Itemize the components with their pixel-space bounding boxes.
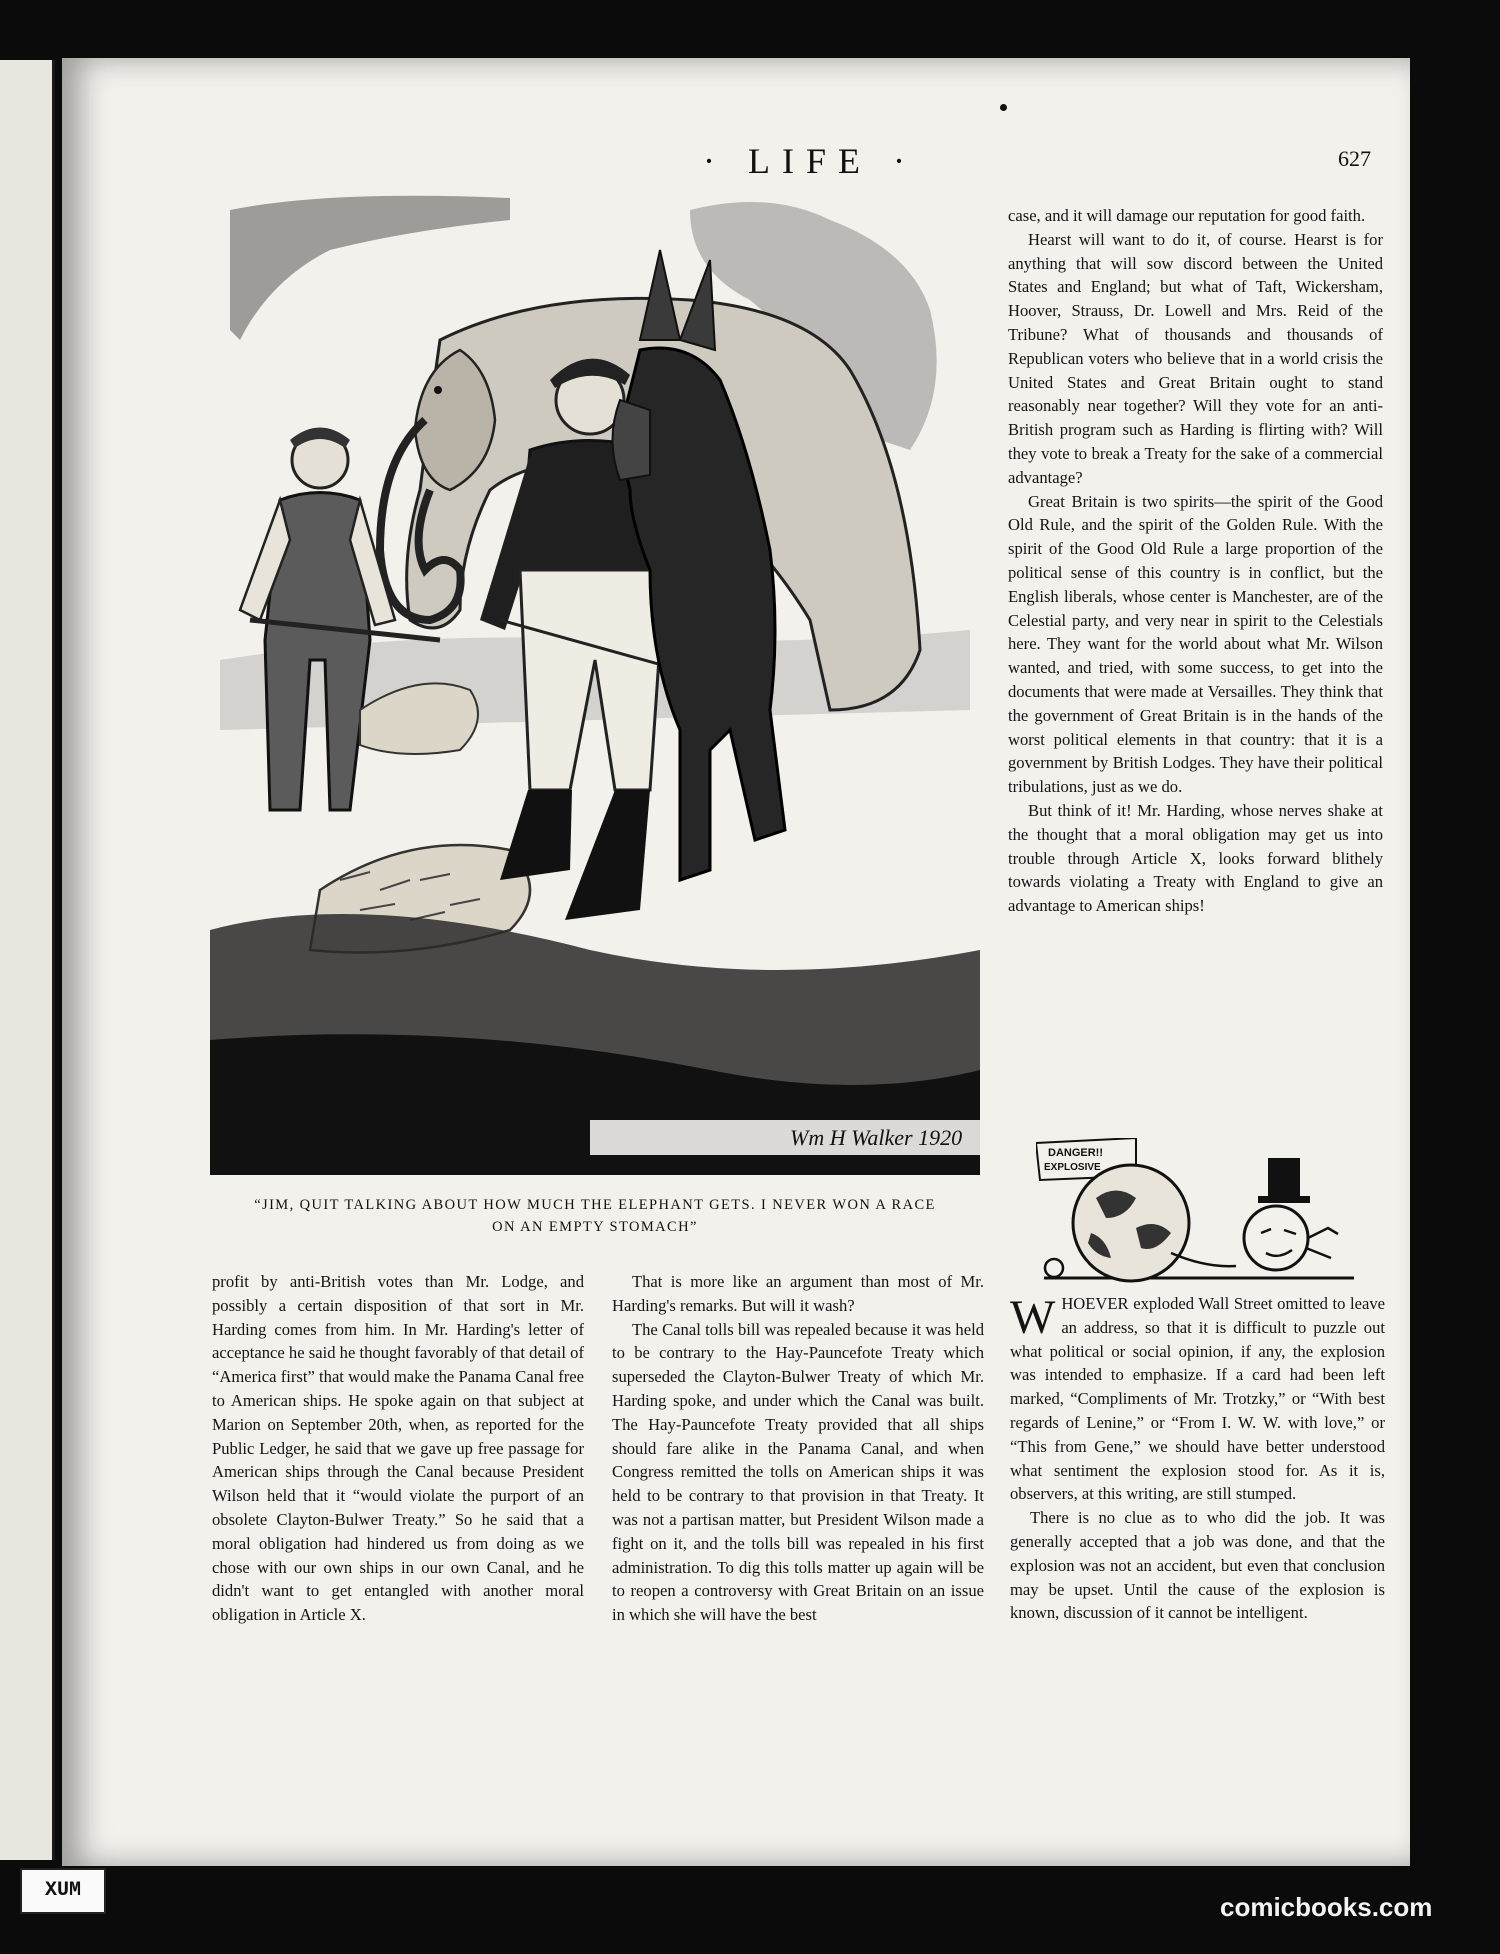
paragraph: Great Britain is two spirits—the spirit of the Good Old Rule, and the spirit of the Golden Rule. With the spirit of the Good Old Rule a large proportion of the political sense of this country is in conflict, but the English liberals, whose center is Manchester, are of the Celestial party, and very near in spirit to the Celestials here. They want for the world about what Mr. Wilson wanted, and tried, with some success, to get into the documents that were made at Versailles. They think that the government of Great Britain is in the hands of the worst political elements in that country: that it is a government by British Lodges. They have their political tribulations, just as we do. xyxy=(1008,491,1383,797)
dropcap-letter: W xyxy=(1010,1291,1056,1344)
explosion-vignette-illustration xyxy=(1036,1138,1358,1283)
cartoon-drawing xyxy=(210,190,980,1175)
page-dot-mark xyxy=(1000,104,1007,111)
paragraph-with-dropcap xyxy=(1010,1292,1385,1506)
scan-tag-label: XUM xyxy=(20,1868,106,1914)
paragraph: That is more like an argument than most of Mr. Harding's remarks. But will it wash? xyxy=(612,1272,984,1315)
page-number: 627 xyxy=(1338,146,1371,171)
facing-page-edge xyxy=(0,60,55,1860)
vignette-drawing xyxy=(1036,1138,1358,1283)
article-column-2 xyxy=(612,1270,984,1627)
paragraph: case, and it will damage our reputation for good faith. xyxy=(1008,206,1366,225)
sign-line-1: DANGER!! xyxy=(1048,1147,1103,1159)
paragraph: Hearst will want to do it, of course. Hearst is for anything that will sow discord between the United States and England; but what of Taft, Wickersham, Hoover, Strauss, Dr. Lowell and Mrs. Reid of the Tribune? What of thousands and thousands of Republican voters who believe that in a world crisis the United States and Great Britain ought to stand reasonably near together? Will they vote for an anti-British program such as Harding is flirting with? Will they vote to break a Treaty for the sake of a commercial advantage? xyxy=(1008,229,1383,487)
paragraph: But think of it! Mr. Harding, whose nerves shake at the thought that a moral obligation may get us into trouble through Article X, looks forward blithely towards violating a Treaty with England to give an advantage to American ships! xyxy=(1008,800,1383,916)
article-column-right-top xyxy=(1008,204,1383,918)
cartoon-signature: Wm H Walker 1920 xyxy=(790,1125,963,1150)
paragraph: profit by anti-British votes than Mr. Lodge, and possibly a certain disposition of that sort in Mr. Harding comes from him. In Mr. Harding's letter of acceptance he said he thought favorably of that detail of “America first” that would make the Panama Canal free to American ships. He spoke again on that subject at Marion on September 20th, when, as reported for the Public Ledger, he said that we gave up free passage for American ships through the Canal because President Wilson held that it “would violate the purport of an obsolete Clayton-Bulwer Treaty.” So he said that a moral obligation had hindered us from doing as we chose with our own ships in our own Canal, and he didn't want to get entangled with another moral obligation in Article X. xyxy=(212,1272,584,1625)
article-column-3 xyxy=(1010,1292,1385,1625)
paragraph: There is no clue as to who did the job. It was generally accepted that a job was done, and that the explosion was not an accident, but even that conclusion may be upset. Until the cause of the explosion is known, discussion of it cannot be intelligent. xyxy=(1010,1508,1385,1623)
donkey-muzzle xyxy=(613,400,651,480)
article-column-1 xyxy=(212,1270,584,1627)
sign-line-2: EXPLOSIVE xyxy=(1044,1162,1101,1173)
watermark-text: comicbooks.com xyxy=(1220,1892,1433,1922)
paragraph: The Canal tolls bill was repealed because it was held to be contrary to the Hay-Pauncefote Treaty which superseded the Clayton-Bulwer Treaty of which Mr. Harding spoke, and under which the Canal was built. The Hay-Pauncefote Treaty provided that all ships should fare alike in the Panama Canal, and when Congress remitted the tolls on American ships it was held to be contrary to that provision in that Treaty. It was not a partisan matter, but President Wilson made a fight on it, and the tolls bill was repealed in his first administration. To dig this tolls matter up again will be to reopen a controversy with Great Britain on an issue in which she will have the best xyxy=(612,1319,984,1625)
masthead-title: · LIFE · xyxy=(703,141,917,181)
political-cartoon-illustration xyxy=(210,190,980,1175)
paragraph-text: HOEVER exploded Wall Street omitted to leave an address, so that it is difficult to puzzle out what political or social opinion, if any, the explosion was intended to emphasize. If a card had been left marked, “Compliments of Mr. Trotzky,” or “With best regards of Lenine,” or “From I. W. W. with love,” or “This from Gene,” we should have better understood what sentiment the explosion stood for. As it is, observers, at this writing, are still stumped. xyxy=(1010,1294,1385,1504)
cartoon-caption: “JIM, QUIT TALKING ABOUT HOW MUCH THE ELEPHANT GETS. I NEVER WON A RACE ON AN EMPTY STOMACH” xyxy=(254,1197,936,1235)
